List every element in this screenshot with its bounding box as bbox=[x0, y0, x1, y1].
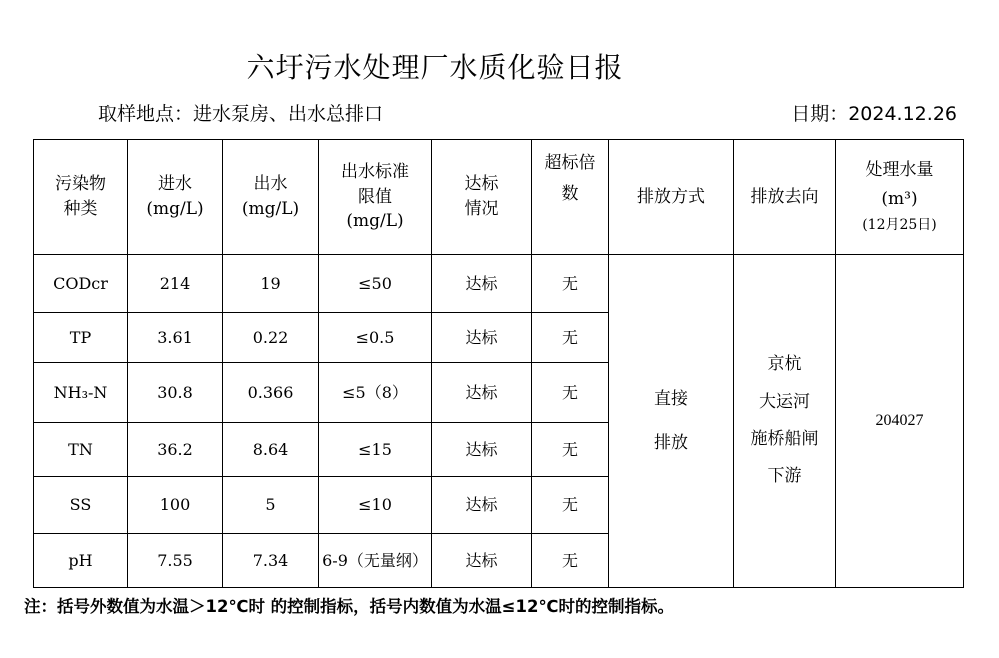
inflow-value: 100 bbox=[128, 477, 223, 534]
pollutant-name: CODcr bbox=[34, 255, 128, 313]
table-row bbox=[34, 255, 964, 313]
exceed-value: 无 bbox=[532, 363, 609, 423]
compliance-status: 达标 bbox=[432, 477, 532, 534]
pollutant-name: NH₃-N bbox=[34, 363, 128, 423]
header-compliance: 达标 情况 bbox=[432, 140, 532, 255]
header-exceed: 超标倍 数 bbox=[532, 140, 609, 255]
sampling-location: 取样地点：进水泵房、出水总排口 bbox=[98, 103, 384, 125]
header-pollutant: 污染物 种类 bbox=[34, 140, 128, 255]
limit-value: ≤50 bbox=[319, 255, 432, 313]
discharge-method: 直接 排放 bbox=[609, 255, 734, 588]
compliance-status: 达标 bbox=[432, 363, 532, 423]
compliance-status: 达标 bbox=[432, 255, 532, 313]
exceed-value: 无 bbox=[532, 477, 609, 534]
discharge-destination: 京杭 大运河 施桥船闸 下游 bbox=[734, 255, 836, 588]
compliance-status: 达标 bbox=[432, 534, 532, 588]
limit-value: ≤15 bbox=[319, 423, 432, 477]
limit-value: ≤10 bbox=[319, 477, 432, 534]
limit-value: 6-9（无量纲） bbox=[319, 534, 432, 588]
outflow-value: 0.366 bbox=[223, 363, 319, 423]
header-outflow: 出水 (mg/L) bbox=[223, 140, 319, 255]
inflow-value: 7.55 bbox=[128, 534, 223, 588]
outflow-value: 8.64 bbox=[223, 423, 319, 477]
pollutant-name: SS bbox=[34, 477, 128, 534]
water-quality-table bbox=[33, 139, 964, 588]
exceed-value: 无 bbox=[532, 255, 609, 313]
treated-volume: 204027 bbox=[836, 255, 964, 588]
exceed-value: 无 bbox=[532, 313, 609, 363]
pollutant-name: pH bbox=[34, 534, 128, 588]
outflow-value: 5 bbox=[223, 477, 319, 534]
limit-value: ≤0.5 bbox=[319, 313, 432, 363]
limit-value: ≤5（8） bbox=[319, 363, 432, 423]
header-limit: 出水标准 限值 (mg/L) bbox=[319, 140, 432, 255]
outflow-value: 7.34 bbox=[223, 534, 319, 588]
exceed-value: 无 bbox=[532, 534, 609, 588]
table-header-row bbox=[34, 140, 964, 255]
inflow-value: 30.8 bbox=[128, 363, 223, 423]
header-volume: 处理水量 (m³) (12月25日) bbox=[836, 140, 964, 255]
outflow-value: 19 bbox=[223, 255, 319, 313]
header-discharge-dest: 排放去向 bbox=[734, 140, 836, 255]
inflow-value: 214 bbox=[128, 255, 223, 313]
compliance-status: 达标 bbox=[432, 423, 532, 477]
outflow-value: 0.22 bbox=[223, 313, 319, 363]
report-title: 六圩污水处理厂水质化验日报 bbox=[246, 51, 624, 84]
header-discharge-method: 排放方式 bbox=[609, 140, 734, 255]
report-date: 日期：2024.12.26 bbox=[791, 103, 957, 125]
header-inflow: 进水 (mg/L) bbox=[128, 140, 223, 255]
inflow-value: 3.61 bbox=[128, 313, 223, 363]
exceed-value: 无 bbox=[532, 423, 609, 477]
compliance-status: 达标 bbox=[432, 313, 532, 363]
footnote: 注：括号外数值为水温＞12℃时 的控制指标，括号内数值为水温≤12℃时的控制指标。 bbox=[24, 597, 674, 616]
pollutant-name: TN bbox=[34, 423, 128, 477]
inflow-value: 36.2 bbox=[128, 423, 223, 477]
pollutant-name: TP bbox=[34, 313, 128, 363]
